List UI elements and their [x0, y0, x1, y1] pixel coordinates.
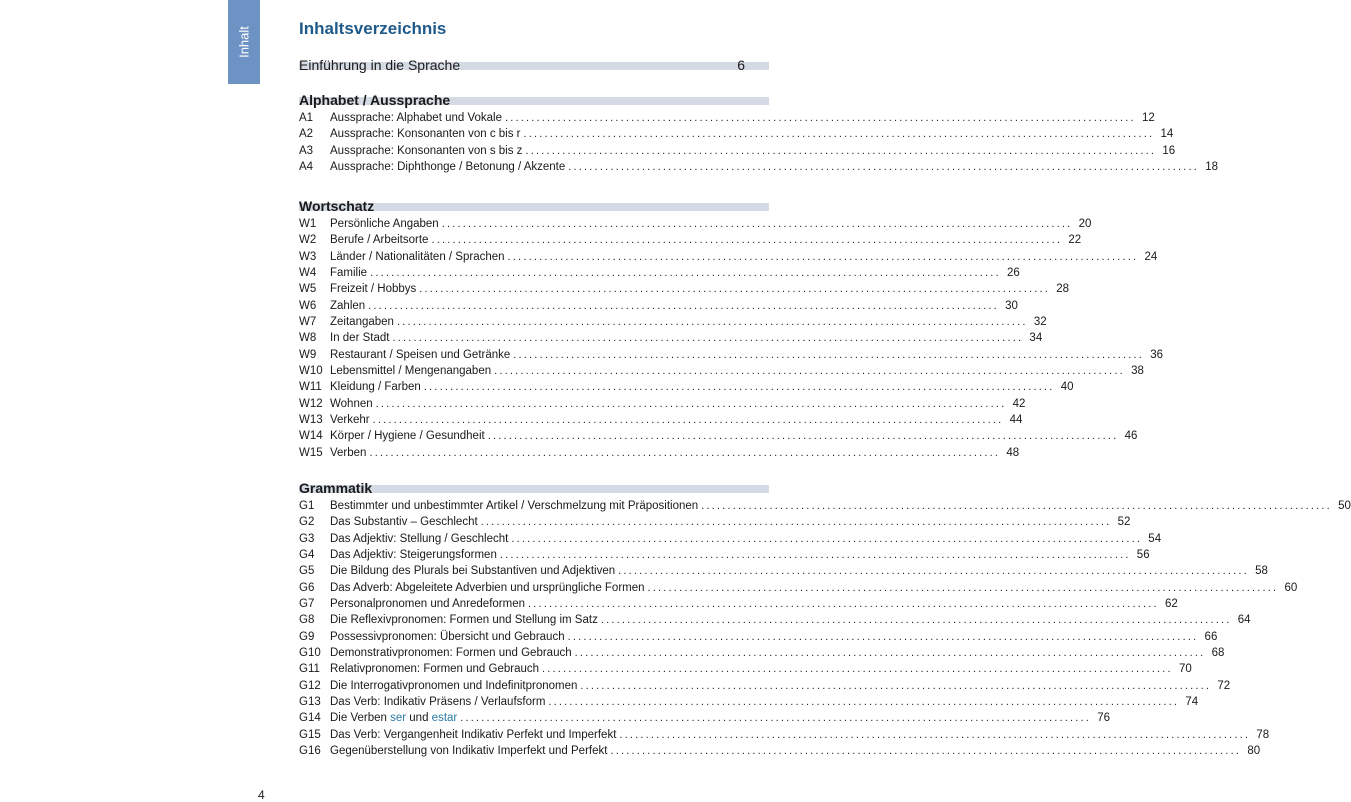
entry-page: 16 — [1162, 144, 1176, 157]
section-title: Alphabet / Aussprache — [299, 92, 451, 108]
entry-code: W8 — [299, 332, 317, 345]
entry-label: Die Reflexivpronomen: Formen und Stellung im Satz — [330, 614, 598, 627]
entry-label: Die Bildung des Plurals bei Substantiven und Adjektiven — [330, 565, 616, 578]
toc-entry[interactable] — [299, 514, 1131, 530]
entry-code: G13 — [299, 696, 321, 709]
entry-page: 76 — [1097, 712, 1110, 725]
toc-entry[interactable] — [299, 547, 1150, 563]
entry-page: 24 — [1144, 250, 1158, 263]
toc-entry[interactable] — [299, 563, 1268, 579]
entry-code: W12 — [299, 397, 323, 410]
dot-leader: ........................................................................................................................ — [618, 565, 1249, 578]
side-tab-label: Inhalt — [236, 26, 252, 58]
entry-page: 12 — [1141, 112, 1155, 124]
toc-entry[interactable] — [299, 143, 1176, 159]
entry-code: G5 — [299, 565, 315, 578]
entry-code: A4 — [299, 161, 314, 174]
dot-leader: ........................................................................................................................ — [523, 128, 1155, 141]
entry-label: Persönliche Angaben — [330, 218, 439, 230]
entry-page: 78 — [1256, 728, 1270, 741]
entry-label: Kleidung / Farben — [330, 381, 421, 394]
entry-page: 30 — [1005, 299, 1018, 312]
dot-leader: ........................................................................................................................ — [369, 446, 1001, 459]
entry-label: Possessivpronomen: Übersicht und Gebrauch — [330, 630, 565, 643]
toc-entry[interactable] — [299, 110, 1155, 126]
entry-label: Demonstrativpronomen: Formen und Gebrauch — [330, 647, 572, 660]
entry-page: 50 — [1338, 500, 1351, 512]
entry-label: Das Verb: Vergangenheit Indikativ Perfekt und Imperfekt — [330, 728, 617, 741]
dot-leader: ........................................................................................................................ — [441, 218, 1073, 230]
entry-code: G7 — [299, 598, 315, 611]
dot-leader: ........................................................................................................................ — [505, 112, 1136, 124]
entry-page: 74 — [1185, 696, 1199, 709]
dot-leader: ........................................................................................................................ — [548, 696, 1180, 709]
entry-code: W11 — [299, 381, 322, 394]
entry-code: G14 — [299, 712, 321, 725]
dot-leader: ........................................................................................................................ — [419, 283, 1051, 296]
dot-leader: ........................................................................................................................ — [368, 299, 999, 312]
entry-page: 80 — [1247, 745, 1261, 758]
dot-leader: ........................................................................................................................ — [487, 430, 1119, 443]
entry-label: Das Adjektiv: Steigerungsformen — [330, 549, 497, 562]
entry-code: G4 — [299, 549, 315, 562]
entry-label: Familie — [330, 267, 368, 280]
entry-page: 26 — [1007, 267, 1020, 280]
entry-label-part: und — [406, 712, 432, 725]
entry-page: 62 — [1164, 598, 1178, 611]
entry-code: G16 — [299, 745, 321, 758]
dot-leader: ........................................................................................................................ — [375, 397, 1007, 410]
entry-label: Freizeit / Hobbys — [330, 283, 417, 296]
entry-page: 14 — [1160, 128, 1174, 141]
toc-entry[interactable] — [299, 396, 1026, 412]
entry-code: W2 — [299, 234, 317, 247]
toc-entry[interactable] — [299, 661, 1192, 677]
entry-page: 32 — [1033, 316, 1047, 329]
entry-code: G3 — [299, 532, 315, 545]
entry-page: 28 — [1056, 283, 1070, 296]
toc-list — [299, 110, 1219, 175]
toc-entry[interactable] — [299, 126, 1174, 142]
dot-leader: ........................................................................................................................ — [542, 663, 1173, 676]
entry-code: G6 — [299, 581, 315, 594]
dot-leader: ........................................................................................................................ — [513, 348, 1145, 361]
entry-code: W14 — [299, 430, 323, 443]
page-title: Inhaltsverzeichnis — [299, 19, 447, 38]
entry-label: Verkehr — [330, 414, 370, 427]
entry-code: W4 — [299, 267, 317, 280]
entry-page: 18 — [1205, 161, 1219, 174]
dot-leader: ........................................................................................................................ — [460, 712, 1091, 725]
entry-code: G10 — [299, 647, 321, 660]
entry-page: 52 — [1117, 516, 1131, 529]
dot-leader: ........................................................................................................................ — [525, 144, 1157, 157]
toc-entry[interactable] — [299, 727, 1270, 743]
entry-code: W3 — [299, 250, 317, 263]
entry-page: 36 — [1150, 348, 1164, 361]
dot-leader: ........................................................................................................................ — [567, 630, 1199, 643]
toc-entry[interactable] — [299, 612, 1251, 628]
entry-code: W1 — [299, 218, 317, 230]
toc-list — [299, 216, 1164, 461]
intro-page: 6 — [737, 57, 745, 73]
dot-leader: ........................................................................................................................ — [568, 161, 1200, 174]
entry-code: W13 — [299, 414, 323, 427]
dot-leader: ........................................................................................................................ — [647, 581, 1279, 594]
toc-entry[interactable] — [299, 249, 1158, 265]
toc-entry[interactable] — [299, 531, 1162, 547]
dot-leader: ........................................................................................................................ — [480, 516, 1112, 529]
entry-label-part: estar — [431, 712, 458, 725]
entry-code: G8 — [299, 614, 315, 627]
entry-page: 22 — [1068, 234, 1082, 247]
entry-label: Aussprache: Alphabet und Vokale — [330, 112, 502, 124]
entry-page: 34 — [1029, 332, 1043, 345]
entry-code: W6 — [299, 299, 317, 312]
entry-code: W9 — [299, 348, 317, 361]
entry-label: Personalpronomen und Anredeformen — [330, 598, 525, 611]
entry-code: G2 — [299, 516, 315, 529]
entry-label: Aussprache: Diphthonge / Betonung / Akzente — [330, 161, 566, 174]
intro-entry[interactable] — [299, 57, 745, 73]
dot-leader: ........................................................................................................................ — [370, 267, 1001, 280]
entry-label: Das Verb: Indikativ Präsens / Verlaufsform — [330, 696, 546, 709]
toc-entry[interactable] — [299, 298, 1018, 314]
toc-entry[interactable] — [299, 232, 1082, 248]
toc-entry[interactable] — [299, 694, 1199, 710]
toc-entry[interactable] — [299, 629, 1218, 645]
toc-entry[interactable] — [299, 330, 1043, 346]
toc-entry[interactable] — [299, 645, 1225, 661]
entry-label: In der Stadt — [330, 332, 390, 345]
entry-label: Das Adjektiv: Stellung / Geschlecht — [330, 532, 509, 545]
entry-label: Wohnen — [330, 397, 373, 410]
toc-entry[interactable] — [299, 498, 1351, 514]
entry-page: 56 — [1136, 549, 1150, 562]
side-tab[interactable] — [228, 0, 260, 84]
dot-leader: ........................................................................................................................ — [396, 316, 1028, 329]
intro-label: Einführung in die Sprache — [299, 57, 461, 73]
page-number: 4 — [258, 788, 265, 802]
toc-entry[interactable] — [299, 445, 1020, 461]
entry-page: 40 — [1060, 381, 1074, 394]
entry-code: W7 — [299, 316, 317, 329]
entry-code: W15 — [299, 446, 323, 459]
entry-code: A3 — [299, 144, 314, 157]
entry-page: 44 — [1009, 414, 1023, 427]
dot-leader: ........................................................................................................................ — [619, 728, 1251, 741]
dot-leader: ........................................................................................................................ — [507, 250, 1139, 263]
toc-entry[interactable] — [299, 314, 1047, 330]
entry-label: Länder / Nationalitäten / Sprachen — [330, 250, 505, 263]
entry-page: 60 — [1284, 581, 1298, 594]
entry-page: 70 — [1178, 663, 1192, 676]
entry-label: Das Adverb: Abgeleitete Adverbien und ursprüngliche Formen — [330, 581, 645, 594]
entry-label-part: Die Verben — [330, 712, 391, 725]
toc-entry[interactable] — [299, 596, 1178, 612]
toc-entry[interactable] — [299, 710, 1110, 726]
toc-entry[interactable] — [299, 281, 1070, 297]
entry-label: Bestimmter und unbestimmter Artikel / Verschmelzung mit Präpositionen — [330, 500, 699, 512]
toc-entry[interactable] — [299, 159, 1219, 175]
dot-leader: ........................................................................................................................ — [600, 614, 1232, 627]
entry-label: Körper / Hygiene / Gesundheit — [330, 430, 485, 443]
entry-code: G1 — [299, 500, 315, 512]
entry-page: 58 — [1255, 565, 1268, 578]
entry-label-part: ser — [390, 712, 407, 725]
entry-page: 66 — [1204, 630, 1218, 643]
entry-page: 68 — [1211, 647, 1225, 660]
entry-page: 42 — [1012, 397, 1026, 410]
dot-leader: ........................................................................................................................ — [580, 679, 1212, 692]
entry-label: Gegenüberstellung von Indikativ Imperfekt und Perfekt — [330, 745, 608, 758]
entry-label: Zahlen — [330, 299, 366, 312]
entry-label: Verben — [330, 446, 367, 459]
toc-entry[interactable] — [299, 743, 1261, 759]
dot-leader: ........................................................................................................................ — [701, 500, 1332, 512]
entry-label: Aussprache: Konsonanten von c bis r — [330, 128, 521, 141]
dot-leader: ........................................................................................................................ — [499, 549, 1131, 562]
toc-entry[interactable] — [299, 379, 1074, 395]
dot-leader: ........................................................................................................................ — [372, 414, 1004, 427]
entry-label: Restaurant / Speisen und Getränke — [330, 348, 511, 361]
dot-leader: ........................................................................................................................ — [610, 745, 1242, 758]
entry-label: Das Substantiv – Geschlecht — [330, 516, 478, 529]
entry-code: W10 — [299, 365, 323, 378]
entry-label: Zeitangaben — [330, 316, 394, 329]
dot-leader: ........................................................................................................................ — [574, 647, 1206, 660]
toc-entry[interactable] — [299, 428, 1138, 444]
dot-leader: ........................................................................................................................ — [392, 332, 1024, 345]
entry-page: 38 — [1131, 365, 1144, 378]
toc-entry[interactable] — [299, 412, 1023, 428]
toc-entry[interactable] — [299, 347, 1164, 363]
entry-label: Berufe / Arbeitsorte — [330, 234, 429, 247]
entry-label: Lebensmittel / Mengenangaben — [330, 365, 492, 378]
section-title: Wortschatz — [299, 198, 375, 214]
toc-entry[interactable] — [299, 363, 1144, 379]
toc-entry[interactable] — [299, 580, 1298, 596]
dot-leader: ........................................................................................................................ — [423, 381, 1055, 394]
dot-leader: ........................................................................................................................ — [511, 532, 1143, 545]
entry-code: G12 — [299, 679, 321, 692]
entry-page: 48 — [1006, 446, 1020, 459]
entry-page: 46 — [1124, 430, 1138, 443]
entry-page: 72 — [1217, 679, 1231, 692]
dot-leader: ........................................................................................................................ — [494, 365, 1125, 378]
entry-label: Aussprache: Konsonanten von s bis z — [330, 144, 523, 157]
dot-leader: ........................................................................................................................ — [528, 598, 1159, 611]
entry-code: A2 — [299, 128, 314, 141]
toc-list — [299, 498, 1351, 760]
entry-page: 64 — [1237, 614, 1251, 627]
toc-entry[interactable] — [299, 678, 1231, 694]
entry-code: G9 — [299, 630, 315, 643]
entry-code: W5 — [299, 283, 317, 296]
toc-entry[interactable] — [299, 216, 1092, 232]
dot-leader: ........................................................................................................................ — [431, 234, 1063, 247]
entry-label: Relativpronomen: Formen und Gebrauch — [330, 663, 540, 676]
entry-page: 20 — [1078, 218, 1092, 230]
entry-label: Die Interrogativpronomen und Indefinitpronomen — [330, 679, 578, 692]
entry-code: A1 — [299, 112, 314, 124]
entry-code: G11 — [299, 663, 320, 676]
toc-entry[interactable] — [299, 265, 1020, 281]
entry-label — [330, 710, 457, 726]
entry-page: 54 — [1148, 532, 1162, 545]
entry-code: G15 — [299, 728, 321, 741]
section-title: Grammatik — [299, 480, 373, 496]
